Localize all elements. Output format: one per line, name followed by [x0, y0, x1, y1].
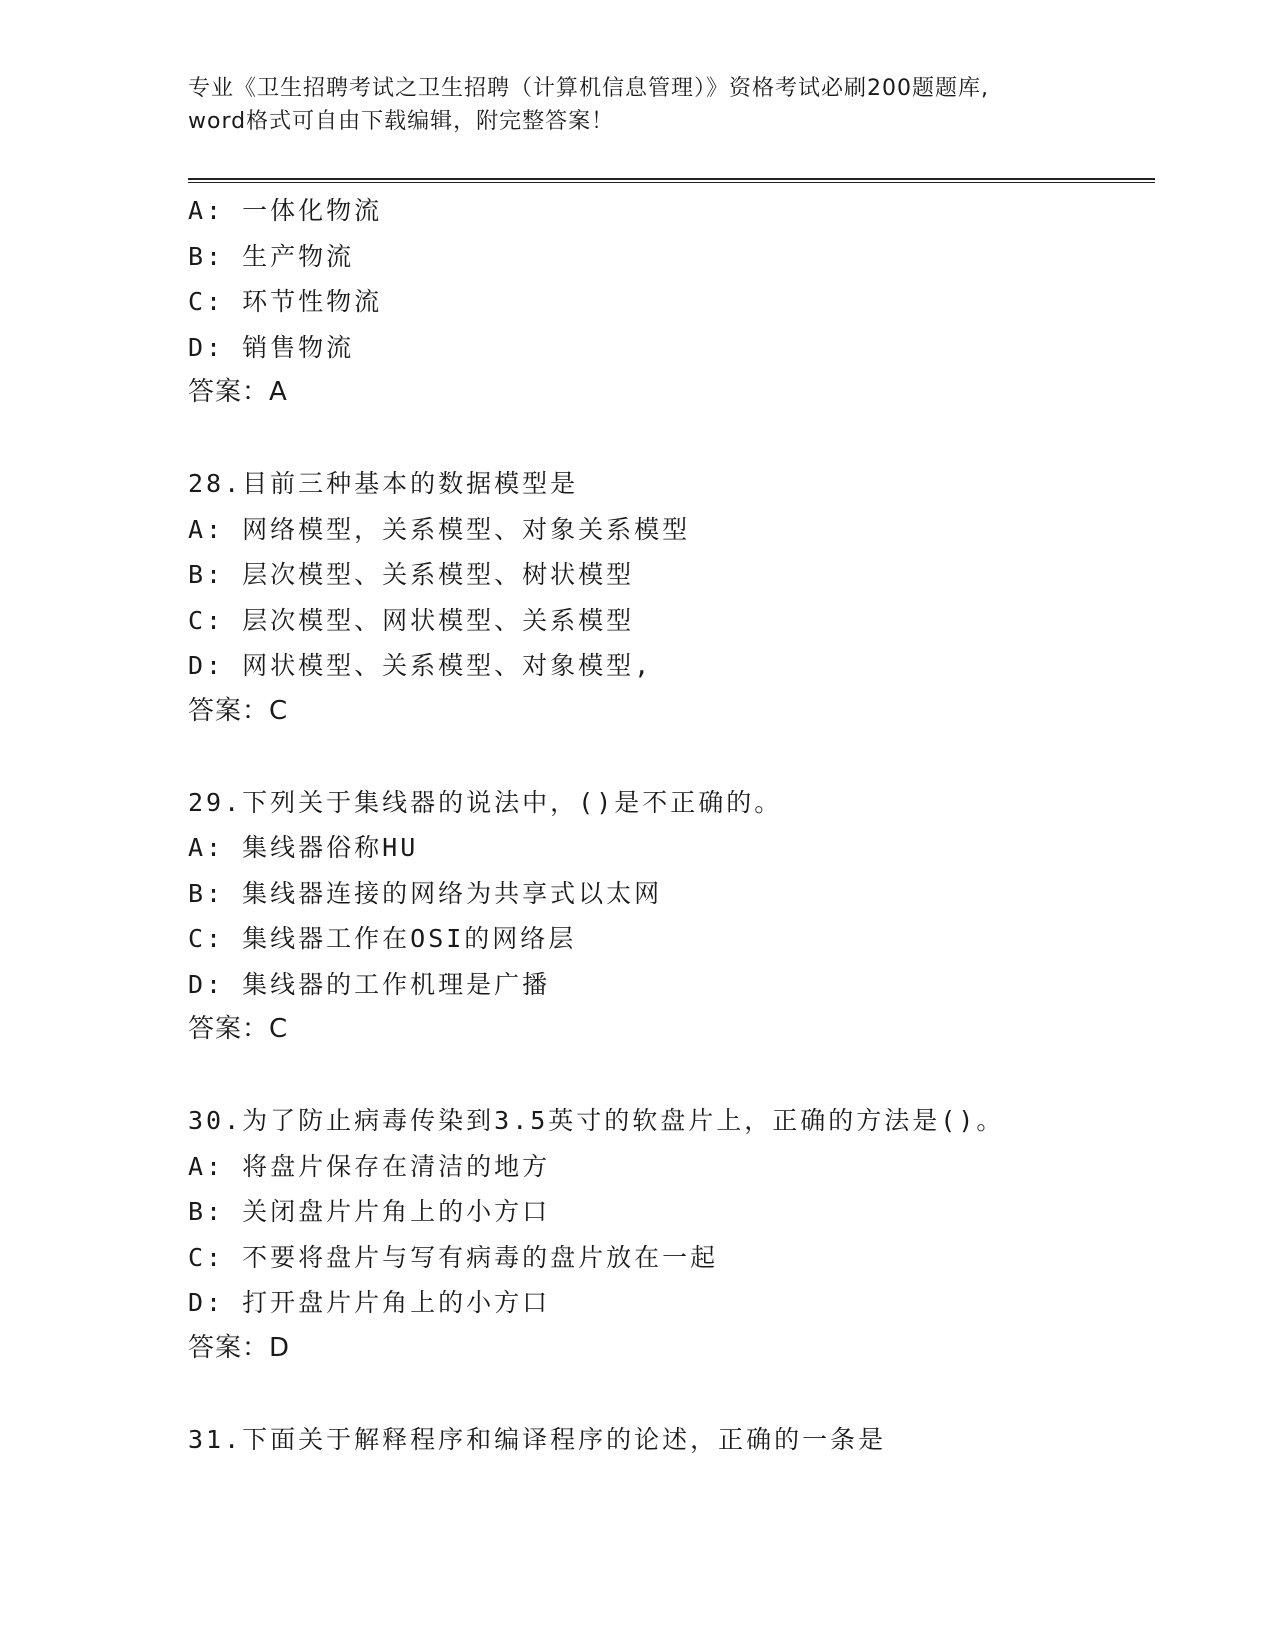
question-text: 29.下列关于集线器的说法中，()是不正确的。 [188, 787, 783, 817]
question-27-block [188, 188, 1148, 416]
option-b: B: 层次模型、关系模型、树状模型 [188, 560, 635, 589]
option-b: B: 集线器连接的网络为共享式以太网 [188, 878, 663, 908]
answer-line: 答案：C [188, 695, 289, 726]
answer-line: 答案：C [188, 1014, 289, 1044]
option-c: C: 集线器工作在OSI的网络层 [188, 924, 577, 953]
option-b: B: 关闭盘片片角上的小方口 [188, 1197, 551, 1226]
spacer [188, 734, 1148, 780]
option-c: C: 不要将盘片与写有病毒的盘片放在一起 [188, 1242, 719, 1272]
question-30-block [188, 1098, 1148, 1371]
header-divider-thin [188, 182, 1155, 183]
option-d: D: 网状模型、关系模型、对象模型, [188, 651, 653, 680]
spacer [188, 1371, 1148, 1417]
option-d: D: 集线器的工作机理是广播 [188, 969, 551, 999]
option-d: D: 打开盘片片角上的小方口 [188, 1288, 551, 1317]
option-d: D: 销售物流 [188, 332, 355, 362]
spacer [188, 1053, 1148, 1099]
header-divider-thick [188, 178, 1155, 180]
option-a: A: 将盘片保存在清洁的地方 [188, 1151, 551, 1181]
option-c: C: 环节性物流 [188, 287, 383, 316]
question-text: 31.下面关于解释程序和编译程序的论述，正确的一条是 [188, 1424, 887, 1454]
question-list [188, 188, 1148, 1462]
question-text: 28.目前三种基本的数据模型是 [188, 469, 579, 498]
option-a: A: 网络模型，关系模型、对象关系模型 [188, 514, 691, 544]
header-title-line-2: word格式可自由下载编辑，附完整答案！ [188, 109, 615, 134]
question-28-block [188, 461, 1148, 734]
header-title-line-1: 专业《卫生招聘考试之卫生招聘（计算机信息管理）》资格考试必刷200题题库, [188, 76, 989, 101]
question-text: 30.为了防止病毒传染到3.5英寸的软盘片上，正确的方法是()。 [188, 1106, 1005, 1135]
option-c: C: 层次模型、网状模型、关系模型 [188, 605, 635, 635]
question-31-block [188, 1417, 1148, 1463]
option-a: A: 集线器俗称HU [188, 833, 419, 862]
document-header [188, 72, 1088, 138]
answer-line: 答案：A [188, 377, 288, 407]
option-b: B: 生产物流 [188, 241, 355, 271]
question-29-block [188, 780, 1148, 1053]
answer-line: 答案：D [188, 1332, 291, 1363]
option-a: A: 一体化物流 [188, 196, 383, 225]
spacer [188, 416, 1148, 462]
